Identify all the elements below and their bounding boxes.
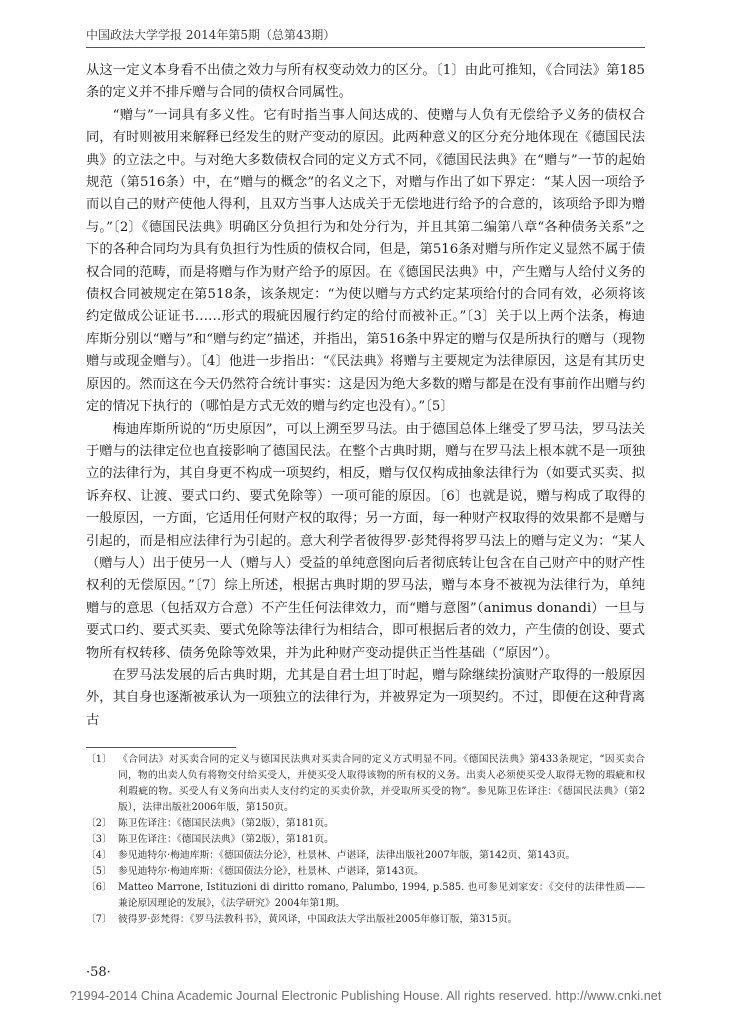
footnote-text: 参见迪特尔·梅迪库斯：《德国债法分论》，杜景林、卢谌译，法律出版社2007年版，第142页、第143页。	[118, 850, 576, 861]
paragraph-4: 在罗马法发展的后古典时期，尤其是自君士坦丁时起，赠与除继续扮演财产取得的一般原因外，其自身也逐渐被承认为一项独立的法律行为，并被界定为一项契约。不过，即便在这种背离古	[86, 667, 645, 728]
footnote-2	[86, 816, 645, 832]
footnote-1	[86, 752, 645, 816]
footnote-number: 〔4〕	[86, 850, 112, 861]
footnote-text: Matteo Marrone, Istituzioni di diritto romano, Palumbo, 1994, p.585. 也可参见刘家安：《交付的法律性质——兼论原因理论的发展》，《法学研究》2004年第1期。	[118, 882, 645, 909]
copyright-notice: ?1994-2014 China Academic Journal Electronic Publishing House. All rights reserved. http://www.cnki.net	[69, 989, 662, 1003]
footnote-5	[86, 864, 645, 880]
footnote-3	[86, 832, 645, 848]
paragraph-1: 从这一定义本身看不出债之效力与所有权变动效力的区分。〔1〕由此可推知，《合同法》第185条的定义并不排斥赠与合同的债权合同属性。	[86, 63, 645, 101]
footnote-number: 〔6〕	[86, 882, 112, 893]
footnote-number: 〔2〕	[86, 818, 112, 829]
footnote-text: 陈卫佐译注：《德国民法典》（第2版），第181页。	[118, 818, 334, 829]
footnote-7	[86, 912, 645, 928]
footnotes	[86, 752, 645, 928]
main-text	[86, 60, 645, 732]
footnote-number: 〔7〕	[86, 914, 112, 925]
footnote-text: 《合同法》对买卖合同的定义与德国民法典对买卖合同的定义方式明显不同。《德国民法典》第433条规定，“因买卖合同，物的出卖人负有将物交付给买受人，并使买受人取得该物的所有权的义务。出卖人必须使买受人取得无物的瑕疵和权利瑕疵的物。买受人有义务向出卖人支付约定的买卖价款，并受取所买受的物”。参见陈卫佐译注：《德国民法典》（第2版），法律出版社2006年版，第150页。	[118, 754, 645, 813]
paragraph-2: “赠与”一词具有多义性。它有时指当事人间达成的、使赠与人负有无偿给予义务的债权合同，有时则被用来解释已经发生的财产变动的原因。此两种意义的区分充分地体现在《德国民法典》的立法之中。与对绝大多数债权合同的定义方式不同，《德国民法典》在“赠与”一节的起始规范（第516条）中，在“赠与的概念”的名义之下，对赠与作出了如下界定：“某人因一项给予而以自己的财产使他人得利，且双方当事人达成关于无偿地进行给予的合意的，该项给予即为赠与。”〔2〕《德国民法典》明确区分负担行为和处分行为，并且其第二编第八章“各种债务关系”之下的各种合同均为具有负担行为性质的债权合同，但是，第516条对赠与所作定义显然不属于债权合同的范畴，而是将赠与作为财产给予的原因。在《德国民法典》中，产生赠与人给付义务的债权合同被规定在第518条，该条规定：“为使以赠与方式约定某项给付的合同有效，必须将该约定做成公证证书……形式的瑕疵因履行约定的给付而被补正。”〔3〕关于以上两个法条，梅迪库斯分别以“赠与”和“赠与约定”描述，并指出，第516条中界定的赠与仅是所执行的赠与（现物赠与或现金赠与）。〔4〕他进一步指出：“《民法典》将赠与主要规定为法律原因，这是有其历史原因的。然而这在今天仍然符合统计事实：这是因为绝大多数的赠与都是在没有事前作出赠与约定的情况下执行的（哪怕是方式无效的赠与约定也没有）。”〔5〕	[86, 107, 645, 415]
running-header: 中国政法大学学报 2014年第5期（总第43期）	[86, 28, 336, 42]
footnote-6	[86, 880, 645, 912]
footnote-text: 参见迪特尔·梅迪库斯：《德国债法分论》，杜景林、卢谌译，第143页。	[118, 866, 424, 877]
footnote-text: 陈卫佐译注：《德国民法典》（第2版），第181页。	[118, 834, 334, 845]
footnote-rule	[86, 747, 236, 748]
paragraph-3: 梅迪库斯所说的“历史原因”，可以上溯至罗马法。由于德国总体上继受了罗马法，罗马法关于赠与的法律定位也直接影响了德国民法。在整个古典时期，赠与在罗马法上根本就不是一项独立的法律行为，其自身更不构成一项契约，相反，赠与仅仅构成抽象法律行为（如要式买卖、拟诉弃权、让渡、要式口约、要式免除等）一项可能的原因。〔6〕也就是说，赠与构成了取得的一般原因，一方面，它适用任何财产权的取得；另一方面，每一种财产权取得的效果都不是赠与引起的，而是相应法律行为引起的。意大利学者彼得罗·彭梵得将罗马法上的赠与定义为：“某人（赠与人）出于使另一人（赠与人）受益的单纯意图向后者彻底转让包含在自己财产中的财产性权利的无偿原因。”〔7〕综上所述，根据古典时期的罗马法，赠与本身不被视为法律行为，单纯赠与的意思（包括双方合意）不产生任何法律效力，而“赠与意图”（animus donandi）一旦与要式口约、要式买卖、要式免除等法律行为相结合，即可根据后者的效力，产生债的创设、要式物所有权转移、债务免除等效果，并为此种财产变动提供正当性基础（“原因”）。	[86, 421, 645, 661]
footnote-number: 〔5〕	[86, 866, 112, 877]
footnote-number: 〔1〕	[86, 754, 112, 765]
header-rule	[86, 47, 645, 48]
footnote-number: 〔3〕	[86, 834, 112, 845]
footnote-text: 彼得罗·彭梵得：《罗马法教科书》，黄风译，中国政法大学出版社2005年修订版，第315页。	[118, 914, 518, 925]
page-number: ·58·	[86, 965, 111, 980]
footnote-4	[86, 848, 645, 864]
